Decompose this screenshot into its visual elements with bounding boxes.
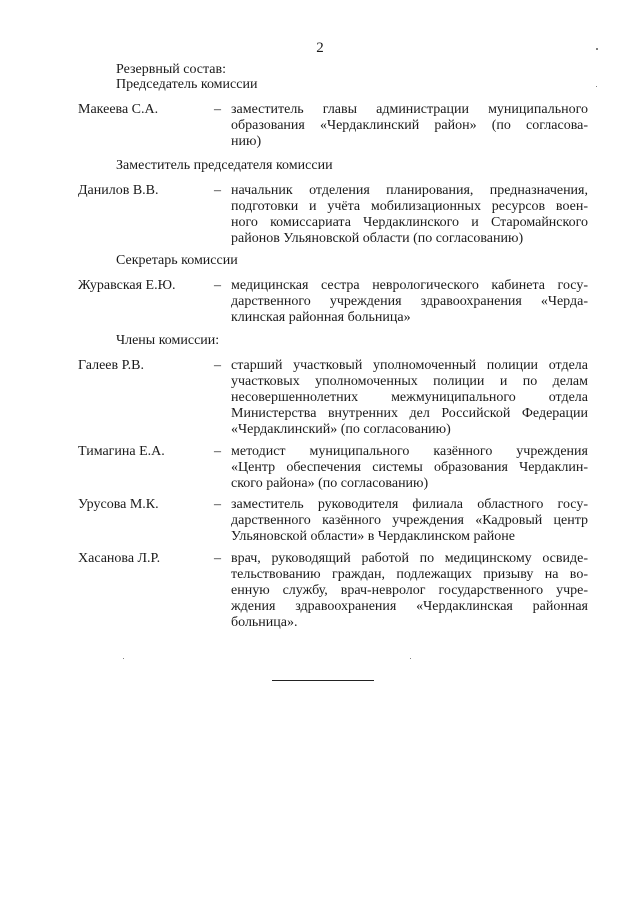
description-line: Министерства внутренних дел Российской Федерации <box>231 406 588 421</box>
reserve-heading: Резервный состав: <box>116 62 227 77</box>
entry-name: Журавская Е.Ю. <box>78 278 176 293</box>
description-line: больница». <box>231 615 298 630</box>
entry-description <box>231 497 588 545</box>
entry-dash: – <box>214 358 221 373</box>
entry-dash: – <box>214 497 221 512</box>
entry-dash: – <box>214 102 221 117</box>
description-line: ждения здравоохранения «Чердаклинская районная <box>231 599 588 614</box>
entry-name: Данилов В.В. <box>78 183 159 198</box>
description-line: енную службу, врач-невролог государственного учре- <box>231 583 588 598</box>
scan-speck <box>123 658 124 659</box>
entry-dash: – <box>214 183 221 198</box>
description-line: участковых уполномоченных полиции и по делам <box>231 374 588 389</box>
description-line: подготовки и учёта мобилизационных ресурсов воен- <box>231 199 588 214</box>
description-line: несовершеннолетних межмуниципального отдела <box>231 390 588 405</box>
description-line: клинская районная больница» <box>231 310 411 325</box>
description-line: заместитель руководителя филиала областного госу- <box>231 497 588 512</box>
deputy-heading: Заместитель председателя комиссии <box>116 158 333 173</box>
entry-description <box>231 551 588 631</box>
entry-description <box>231 102 588 150</box>
description-line: дарственного учреждения здравоохранения «Черда- <box>231 294 588 309</box>
description-line: нию) <box>231 134 262 149</box>
description-line: районов Ульяновской области (по согласованию) <box>231 231 524 246</box>
description-line: заместитель главы администрации муниципального <box>231 102 588 117</box>
secretary-heading: Секретарь комиссии <box>116 253 238 268</box>
entry-description <box>231 444 588 492</box>
entry-description <box>231 183 588 247</box>
description-line: старший участковый уполномоченный полиции отдела <box>231 358 588 373</box>
entry-name: Урусова М.К. <box>78 497 159 512</box>
entry-name: Макеева С.А. <box>78 102 159 117</box>
entry-description <box>231 358 588 438</box>
description-line: образования «Чердаклинский район» (по согласова- <box>231 118 588 133</box>
chairman-heading: Председатель комиссии <box>116 77 258 92</box>
entry-dash: – <box>214 551 221 566</box>
description-line: дарственного казённого учреждения «Кадровый центр <box>231 513 588 528</box>
description-line: «Центр обеспечения системы образования Чердаклин- <box>231 460 588 475</box>
description-line: ского района» (по согласованию) <box>231 476 429 491</box>
entry-name: Тимагина Е.А. <box>78 444 165 459</box>
entry-dash: – <box>214 278 221 293</box>
entry-dash: – <box>214 444 221 459</box>
bottom-rule <box>272 680 374 681</box>
members-heading: Члены комиссии: <box>116 333 220 348</box>
description-line: врач, руководящий работой по медицинскому освиде- <box>231 551 588 566</box>
page-number: 2 <box>316 40 324 56</box>
scan-speck <box>596 48 598 50</box>
description-line: «Чердаклинский» (по согласованию) <box>231 422 451 437</box>
scan-speck <box>410 658 411 659</box>
description-line: ного комиссариата Чердаклинского и Старомайнского <box>231 215 588 230</box>
description-line: медицинская сестра неврологического кабинета госу- <box>231 278 588 293</box>
description-line: тельствованию граждан, подлежащих призыву на во- <box>231 567 588 582</box>
entry-description <box>231 278 588 326</box>
description-line: начальник отделения планирования, предназначения, <box>231 183 588 198</box>
description-line: Ульяновской области» в Чердаклинском районе <box>231 529 515 544</box>
entry-name: Хасанова Л.Р. <box>78 551 161 566</box>
entry-name: Галеев Р.В. <box>78 358 144 373</box>
scan-speck <box>596 86 597 87</box>
description-line: методист муниципального казённого учреждения <box>231 444 588 459</box>
